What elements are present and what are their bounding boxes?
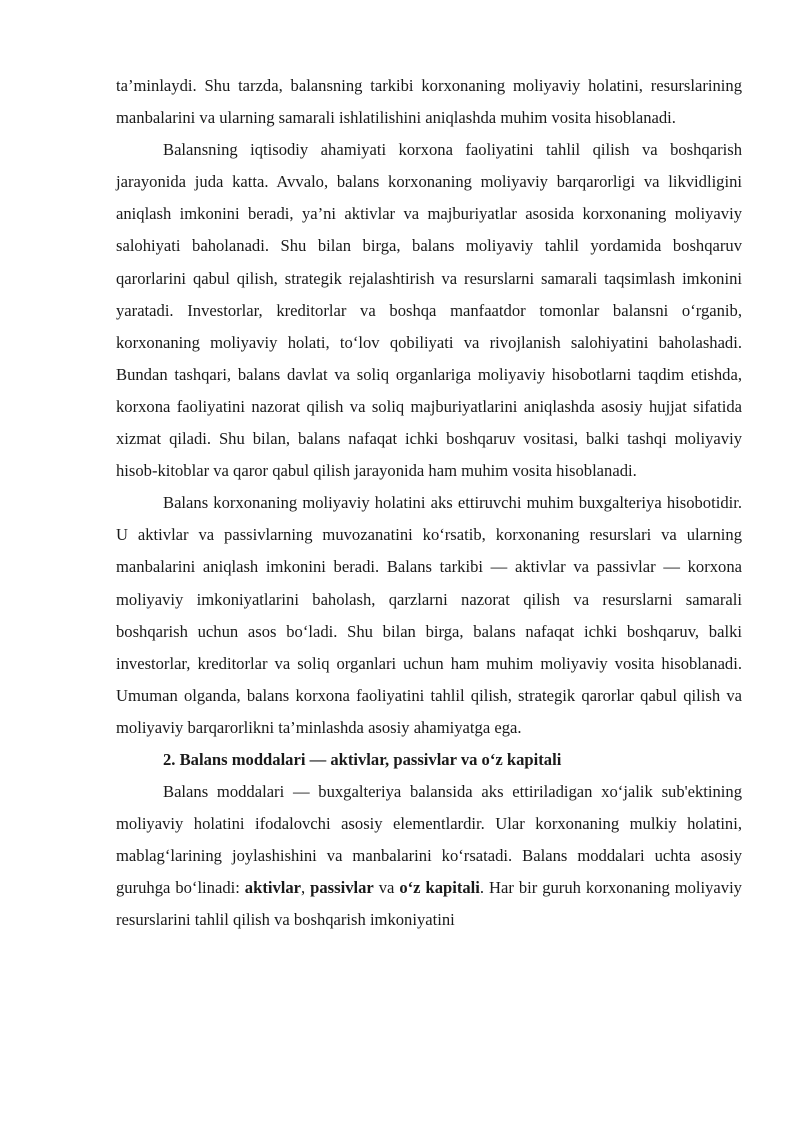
paragraph-text: Balans moddalari — buxgalteriya balansida aks ettiriladigan xo‘jalik sub'ektining moliyaviy holatini ifodalovchi asosiy elementlardir. Ular korxonaning mulkiy holatini, mablag‘larining joylashishini va manbalarini ko‘rsatadi. Balans moddalari uchta asosiy guruhga bo‘linadi: xyxy=(116,782,742,898)
separator: va xyxy=(373,878,400,898)
term-equity: o‘z kapitali xyxy=(399,878,480,898)
separator: , xyxy=(301,878,311,898)
paragraph-continuation: ta’minlaydi. Shu tarzda, balansning tarkibi korxonaning moliyaviy holatini, resurslarining manbalarini va ularning samarali ishlatilishini aniqlashda muhim vosita hisoblanadi. xyxy=(116,76,742,128)
paragraph-text: . Har bir guruh korxonaning moliyaviy resurslarini tahlil qilish va boshqarish imkoniyatini xyxy=(116,878,742,930)
paragraph-balance-items xyxy=(116,776,742,936)
paragraph-balance-summary: Balans korxonaning moliyaviy holatini aks ettiruvchi muhim buxgalteriya hisobotidir. U aktivlar va passivlarning muvozanatini ko‘rsatib, korxonaning resurslari va ularning manbalarini aniqlash imkonini beradi. Balans tarkibi — aktivlar va passivlar — korxona moliyaviy imkoniyatlarini baholash, qarzlarni nazorat qilish va resurslarni samarali boshqarish uchun asos bo‘ladi. Shu bilan birga, balans nafaqat ichki boshqaruv, balki investorlar, kreditorlar va soliq organlari uchun ham muhim moliyaviy vosita hisoblanadi. Umuman olganda, balans korxona faoliyatini tahlil qilish, strategik qarorlar qabul qilish va moliyaviy barqarorlikni ta’minlashda asosiy ahamiyatga ega. xyxy=(116,493,742,737)
term-assets: aktivlar xyxy=(244,878,302,898)
term-liabilities: passivlar xyxy=(310,878,374,898)
paragraph-economic-significance: Balansning iqtisodiy ahamiyati korxona faoliyatini tahlil qilish va boshqarish jarayonida juda katta. Avvalo, balans korxonaning moliyaviy barqarorligi va likvidligini aniqlash imkonini beradi, ya’ni aktivlar va majburiyatlar asosida korxonaning moliyaviy salohiyati baholanadi. Shu bilan birga, balans moliyaviy tahlil yordamida boshqaruv qarorlarini qabul qilish, strategik rejalashtirish va resurslarni samarali taqsimlash imkonini yaratadi. Investorlar, kreditorlar va boshqa manfaatdor tomonlar balansni o‘rganib, korxonaning moliyaviy holati, to‘lov qobiliyati va rivojlanish salohiyatini baholashadi. Bundan tashqari, balans davlat va soliq organlariga moliyaviy hisobotlarni taqdim etishda, korxona faoliyatini nazorat qilish va soliq majburiyatlarini aniqlashda asosiy hujjat sifatida xizmat qiladi. Shu bilan, balans nafaqat ichki boshqaruv vositasi, balki tashqi moliyaviy hisob-kitoblar va qaror qabul qilish jarayonida ham muhim vosita hisoblanadi. xyxy=(116,140,742,481)
section-heading: 2. Balans moddalari — aktivlar, passivlar va o‘z kapitali xyxy=(163,749,562,769)
